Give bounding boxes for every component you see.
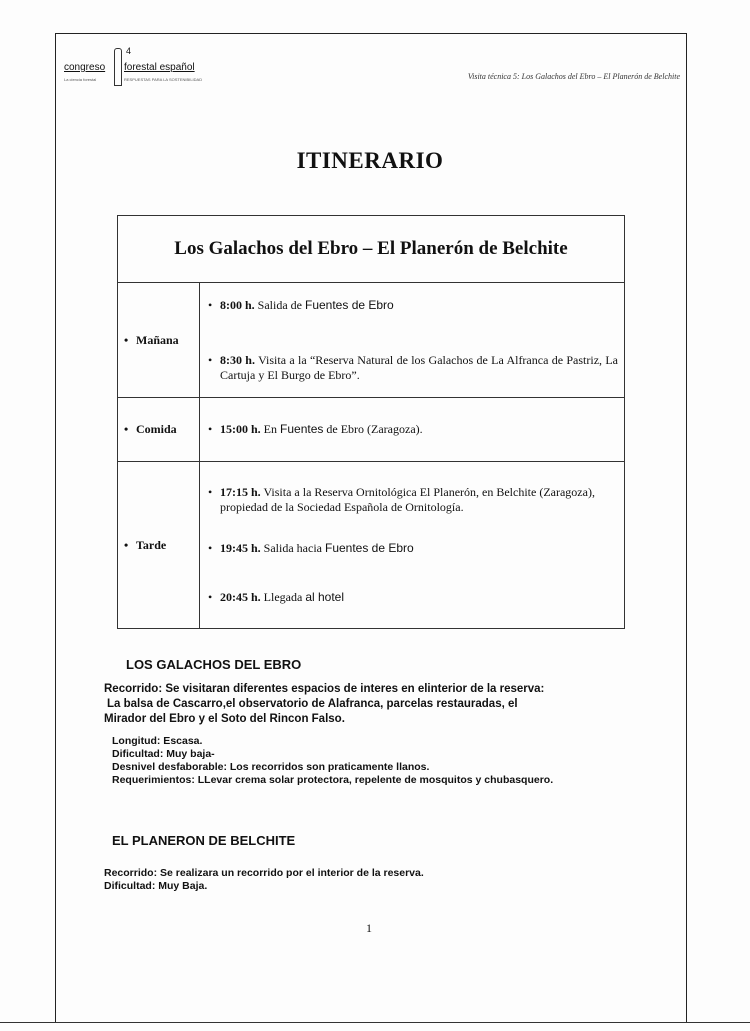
manana-label-cell: • Mañana xyxy=(118,283,200,398)
planeron-recorrido: Recorrido: Se realizara un recorrido por el interior de la reserva. xyxy=(104,867,424,879)
comida-item: • 15:00 h. En Fuentes de Ebro (Zaragoza). xyxy=(208,422,423,436)
galachos-recorrido-line-3: Mirador del Ebro y el Soto del Rincon Falso. xyxy=(104,713,345,725)
galachos-dificultad: Dificultad: Muy baja- xyxy=(112,748,215,760)
planeron-details xyxy=(104,867,424,893)
page-number: 1 xyxy=(366,921,372,935)
logo-word-congreso: congreso xyxy=(64,62,106,73)
tarde-label: Tarde xyxy=(136,537,167,552)
galachos-recorrido-line-1: Recorrido: Se visitaran diferentes espacios de interes en elinterior de la reserva: xyxy=(104,683,545,695)
galachos-heading: LOS GALACHOS DEL EBRO xyxy=(126,657,302,672)
tarde-item-1: • 17:15 h. Visita a la Reserva Ornitológica El Planerón, en Belchite (Zaragoza), propiedad de la Sociedad Española de Ornitología. xyxy=(208,485,595,514)
bottom-rule xyxy=(0,1022,750,1023)
galachos-longitud: Longitud: Escasa. xyxy=(112,735,203,747)
logo-tagline-1: La ciencia forestal xyxy=(64,77,97,82)
galachos-recorrido-line-2: La balsa de Cascarro,el observatorio de Alafranca, parcelas restauradas, el xyxy=(107,698,518,710)
logo-tagline-2: RESPUESTAS PARA LA SOSTENIBILIDAD xyxy=(124,77,203,82)
comida-label: Comida xyxy=(136,422,177,436)
tarde-item-2: • 19:45 h. Salida hacia Fuentes de Ebro xyxy=(208,541,414,555)
route-row xyxy=(118,216,625,283)
page-title: ITINERARIO xyxy=(296,148,444,173)
logo-number-4-mark xyxy=(114,48,122,86)
manana-label: Mañana xyxy=(136,332,179,347)
logo-word-forestal: forestal español xyxy=(124,62,195,73)
running-title: Visita técnica 5: Los Galachos del Ebro – El Planerón de Belchite xyxy=(467,72,680,81)
logo-number: 4 xyxy=(126,46,132,56)
tarde-item-3: • 20:45 h. Llegada al hotel xyxy=(208,590,345,604)
planeron-heading: EL PLANERON DE BELCHITE xyxy=(112,833,296,848)
galachos-requerimientos: Requerimientos: LLevar crema solar protectora, repelente de mosquitos y chubasquero. xyxy=(112,774,554,786)
comida-row xyxy=(118,398,625,462)
tarde-row xyxy=(118,462,625,629)
comida-label-cell: • Comida xyxy=(118,398,200,462)
congress-logo xyxy=(62,46,222,86)
tarde-items xyxy=(200,462,625,629)
manana-items xyxy=(200,283,625,398)
manana-row xyxy=(118,283,625,398)
planeron-dificultad: Dificultad: Muy Baja. xyxy=(104,880,208,892)
galachos-recorrido xyxy=(104,682,544,727)
tarde-label-cell: • Tarde xyxy=(118,462,200,629)
itinerary-table xyxy=(117,215,625,629)
galachos-desnivel: Desnivel desfaborable: Los recorridos son praticamente llanos. xyxy=(112,761,430,773)
galachos-details xyxy=(112,735,553,787)
route-title: Los Galachos del Ebro – El Planerón de Belchite xyxy=(118,216,625,283)
comida-items xyxy=(200,398,625,462)
manana-item-1: • 8:00 h. Salida de Fuentes de Ebro xyxy=(208,297,394,312)
manana-item-2: • 8:30 h. Visita a la “Reserva Natural de los Galachos de La Alfranca de Pastriz, La Cartuja y El Burgo de Ebro”. xyxy=(208,352,618,382)
